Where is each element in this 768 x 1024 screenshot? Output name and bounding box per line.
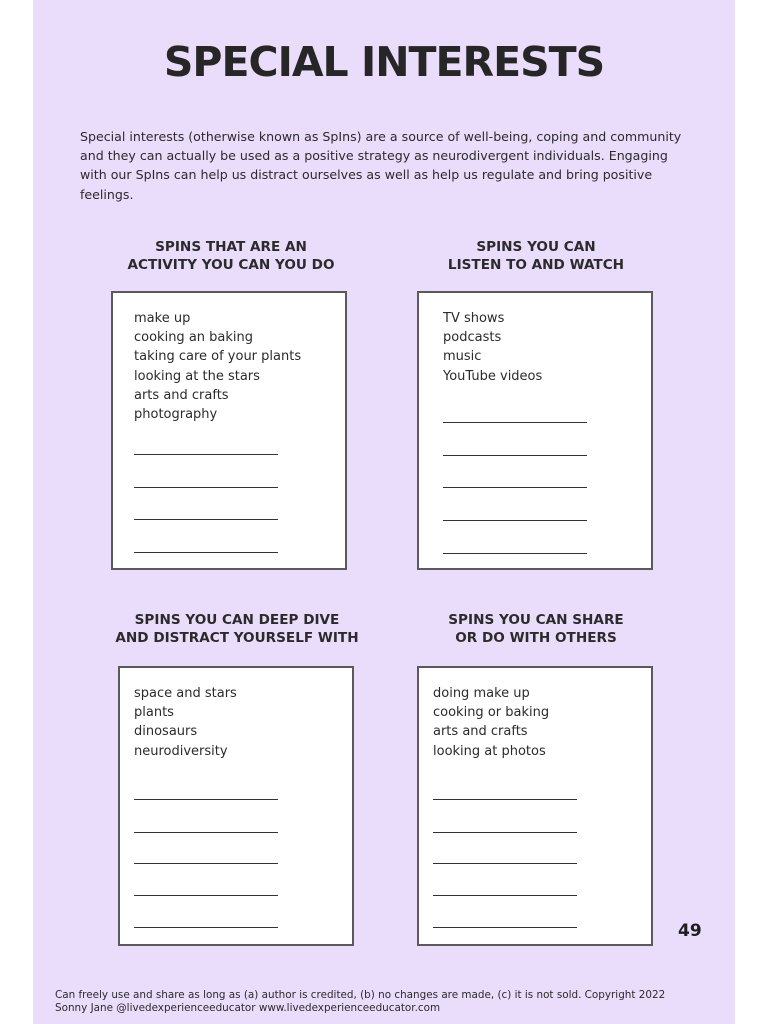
- list-item: cooking or baking: [433, 705, 550, 721]
- blank-write-line[interactable]: [134, 832, 278, 833]
- list-item: taking care of your plants: [134, 349, 302, 365]
- blank-write-line[interactable]: [443, 520, 587, 521]
- blank-write-line[interactable]: [433, 927, 577, 928]
- blank-write-line[interactable]: [134, 454, 278, 455]
- section-heading-line: SPINS THAT ARE AN: [155, 239, 307, 255]
- interest-list: [134, 309, 301, 424]
- list-item: looking at photos: [433, 743, 546, 759]
- list-item: looking at the stars: [134, 368, 260, 384]
- section-heading-line: OR DO WITH OTHERS: [455, 630, 617, 646]
- interest-list: [433, 684, 549, 761]
- blank-write-line[interactable]: [134, 487, 278, 488]
- list-item: arts and crafts: [134, 387, 229, 403]
- list-item: podcasts: [443, 330, 502, 346]
- section-heading-listen-watch: [416, 238, 656, 274]
- interest-list: [443, 309, 542, 386]
- list-item: TV shows: [443, 311, 505, 326]
- list-item: doing make up: [433, 686, 530, 701]
- section-heading-line: AND DISTRACT YOURSELF WITH: [115, 630, 359, 646]
- list-box-deep-dive: [118, 666, 354, 946]
- list-item: neurodiversity: [134, 743, 228, 759]
- blank-write-line[interactable]: [433, 863, 577, 864]
- list-item: arts and crafts: [433, 724, 528, 740]
- section-heading-activity: [103, 238, 359, 274]
- list-item: cooking an baking: [134, 330, 254, 346]
- page-number: 49: [678, 921, 702, 941]
- list-item: YouTube videos: [443, 368, 543, 384]
- blank-write-line[interactable]: [433, 799, 577, 800]
- page-title: SPECIAL INTERESTS: [163, 38, 605, 86]
- section-heading-deep-dive: [101, 611, 373, 647]
- blank-write-line[interactable]: [443, 422, 587, 423]
- blank-write-line[interactable]: [134, 799, 278, 800]
- section-heading-line: LISTEN TO AND WATCH: [447, 257, 625, 273]
- list-box-activity: [111, 291, 347, 570]
- blank-write-line[interactable]: [443, 553, 587, 554]
- blank-write-line[interactable]: [433, 895, 577, 896]
- list-item: music: [443, 349, 482, 365]
- copyright-footer: [55, 989, 715, 1016]
- worksheet-page: [33, 0, 735, 1024]
- interest-list: [134, 684, 237, 761]
- section-heading-share: [416, 611, 656, 647]
- list-item: plants: [134, 705, 174, 721]
- section-heading-line: SPINS YOU CAN SHARE: [448, 612, 624, 628]
- footer-line: Can freely use and share as long as (a) author is credited, (b) no changes are made, (c) it is not sold. Copyright 2022: [55, 989, 666, 1001]
- list-item: dinosaurs: [134, 724, 198, 740]
- blank-write-line[interactable]: [134, 895, 278, 896]
- list-item: space and stars: [134, 686, 237, 701]
- intro-paragraph: Special interests (otherwise known as SpIns) are a source of well-being, coping and community and they can actually be used as a positive strategy as neurodivergent individuals. Engaging with our SpIns can help us distract ourselves as well as help us regulate and bring positive feelings.: [80, 129, 682, 202]
- section-heading-line: SPINS YOU CAN DEEP DIVE: [134, 612, 340, 628]
- blank-write-line[interactable]: [134, 552, 278, 553]
- blank-write-line[interactable]: [443, 487, 587, 488]
- blank-write-line[interactable]: [134, 519, 278, 520]
- list-box-share: [417, 666, 653, 946]
- footer-line: Sonny Jane @livedexperienceeducator www.livedexperienceeducator.com: [55, 1002, 441, 1015]
- list-box-listen-watch: [417, 291, 653, 570]
- list-item: photography: [134, 407, 218, 423]
- blank-write-line[interactable]: [134, 863, 278, 864]
- blank-write-line[interactable]: [134, 927, 278, 928]
- section-heading-line: SPINS YOU CAN: [476, 239, 596, 255]
- blank-write-line[interactable]: [443, 455, 587, 456]
- section-heading-line: ACTIVITY YOU CAN YOU DO: [127, 257, 335, 273]
- blank-write-line[interactable]: [433, 832, 577, 833]
- list-item: make up: [134, 311, 191, 326]
